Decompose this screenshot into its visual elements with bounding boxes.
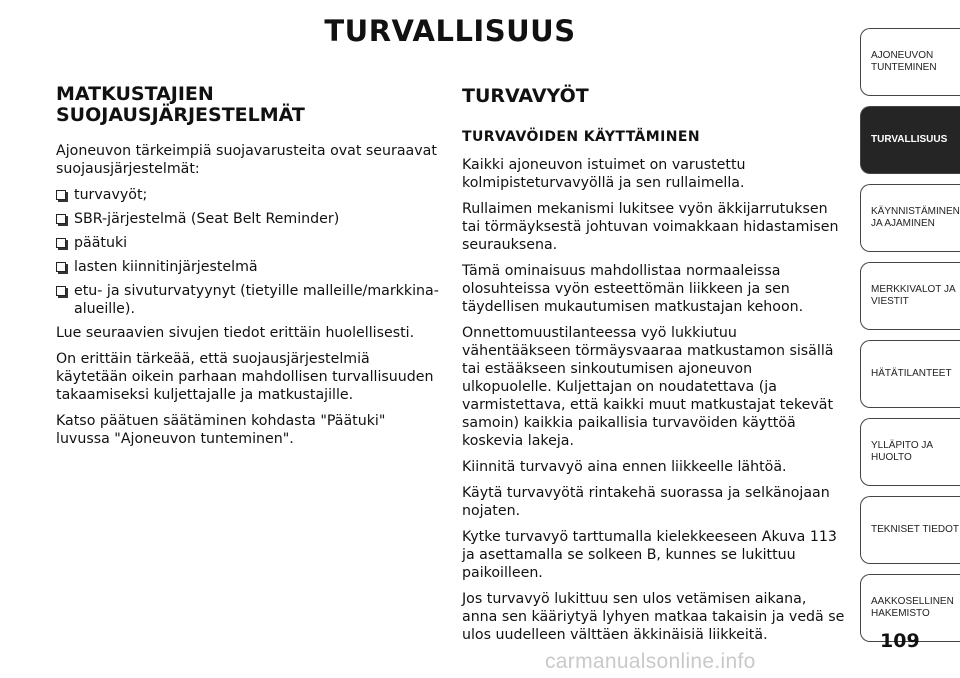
list-item: SBR-järjestelmä (Seat Belt Reminder)	[56, 210, 440, 228]
tab-ajoneuvon-tunteminen[interactable]: AJONEUVON TUNTEMINEN	[860, 28, 960, 96]
tab-kaynnistaminen-ja-ajaminen[interactable]: KÄYNNISTÄMINEN JA AJAMINEN	[860, 184, 960, 252]
tab-tekniset-tiedot[interactable]: TEKNISET TIEDOT	[860, 496, 960, 564]
left-column	[56, 84, 440, 456]
subheading-seat-belt-use: TURVAVÖIDEN KÄYTTÄMINEN	[462, 129, 700, 145]
body-paragraph: Käytä turvavyötä rintakehä suorassa ja selkänojaan nojaten.	[462, 485, 830, 519]
body-paragraph: Tämä ominaisuus mahdollistaa normaaleissa olosuhteissa vyön esteettömän liikkeen ja sen täydellisen mukautumisen matkustajan kehoon.	[462, 263, 804, 315]
page-title: TURVALLISUUS	[324, 14, 576, 48]
section-heading-seat-belts: TURVAVYÖT	[462, 85, 589, 107]
body-paragraph: On erittäin tärkeää, että suojausjärjestelmiä käytetään oikein parhaan mahdollisen turvallisuuden takaamiseksi kuljettajalle ja matkustajille.	[56, 351, 434, 403]
tab-aakkosellinen-hakemisto[interactable]: AAKKOSELLINEN HAKEMISTO	[860, 574, 960, 642]
body-paragraph: Rullaimen mekanismi lukitsee vyön äkkijarrutuksen tai törmäyksestä johtuvan voimakkaan hidastamisen seurauksena.	[462, 201, 839, 253]
list-item: etu- ja sivuturvatyynyt (tietyille malleille/markkina-alueille).	[56, 282, 440, 318]
section-heading-protection-systems: MATKUSTAJIEN SUOJAUSJÄRJESTELMÄT	[56, 83, 305, 126]
tab-merkkivalot-ja-viestit[interactable]: MERKKIVALOT JA VIESTIT	[860, 262, 960, 330]
watermark: carmanualsonline.info	[545, 650, 756, 673]
square-bullet-icon	[56, 262, 66, 272]
body-paragraph: Katso päätuen säätäminen kohdasta "Päätuki" luvussa "Ajoneuvon tunteminen".	[56, 413, 386, 447]
square-bullet-icon	[56, 214, 66, 224]
tab-hatatilanteet[interactable]: HÄTÄTILANTEET	[860, 340, 960, 408]
right-column	[462, 84, 846, 652]
list-item: lasten kiinnitinjärjestelmä	[56, 258, 440, 276]
body-paragraph: Onnettomuustilanteessa vyö lukkiutuu vähentääkseen törmäysvaaraa matkustamon sisällä tai estääkseen sinkoutumisen ajoneuvon ulkopuolelle. Kuljettajan on noudatettava (ja varmistettava, että kaikki muut matkustajat tekevät samoin) kaikkia paikallisia turvavöiden käyttöä koskevia lakeja.	[462, 325, 834, 449]
tab-turvallisuus[interactable]: TURVALLISUUS	[860, 106, 960, 174]
body-paragraph: Kaikki ajoneuvon istuimet on varustettu kolmipisteturvavyöllä ja sen rullaimella.	[462, 157, 746, 191]
protection-systems-list	[56, 186, 440, 318]
list-item: päätuki	[56, 234, 440, 252]
body-paragraph: Kytke turvavyö tarttumalla kielekkeeseen Akuva 113 ja asettamalla se solkeen B, kunnes se lukittuu paikoilleen.	[462, 529, 837, 581]
body-paragraph: Lue seuraavien sivujen tiedot erittäin huolellisesti.	[56, 325, 415, 341]
chapter-tabs	[860, 28, 960, 652]
body-paragraph: Jos turvavyö lukittuu sen ulos vetämisen aikana, anna sen kääriytyä lyhyen matkaa takaisin ja vedä se ulos uudelleen välttäen äkkinäisiä liikkeitä.	[462, 591, 845, 643]
list-item: turvavyöt;	[56, 186, 440, 204]
tab-yllapito-ja-huolto[interactable]: YLLÄPITO JA HUOLTO	[860, 418, 960, 486]
square-bullet-icon	[56, 286, 66, 296]
square-bullet-icon	[56, 190, 66, 200]
square-bullet-icon	[56, 238, 66, 248]
body-paragraph: Kiinnitä turvavyö aina ennen liikkeelle lähtöä.	[462, 459, 787, 475]
page-number: 109	[880, 630, 920, 652]
intro-paragraph: Ajoneuvon tärkeimpiä suojavarusteita ovat seuraavat suojausjärjestelmät:	[56, 143, 437, 177]
